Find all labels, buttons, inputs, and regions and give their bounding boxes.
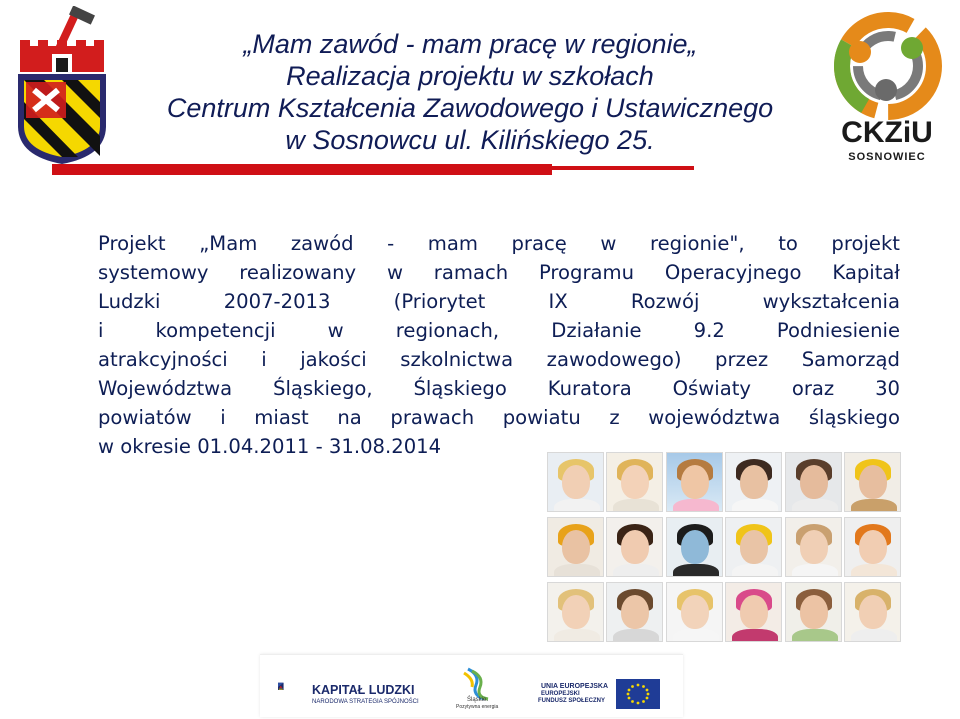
person-photo bbox=[666, 517, 723, 577]
sosnowiec-coat-of-arms-logo bbox=[12, 6, 112, 166]
person-photo bbox=[725, 452, 782, 512]
person-photo bbox=[844, 582, 901, 642]
person-photo bbox=[547, 452, 604, 512]
red-divider-thin bbox=[552, 166, 694, 170]
slaskie-subtitle: Pozytywna energia bbox=[456, 704, 499, 710]
title-line: „Mam zawód - mam pracę w regionie„ bbox=[243, 29, 697, 59]
kapital-ludzki-subtitle: NARODOWA STRATEGIA SPÓJNOŚCI bbox=[312, 699, 419, 705]
description-line: Ludzki 2007-2013 (Priorytet IX Rozwój wykształcenia bbox=[98, 290, 900, 313]
person-photo bbox=[844, 517, 901, 577]
eu-text-line: EUROPEJSKI bbox=[541, 691, 580, 697]
title-line: Centrum Kształcenia Zawodowego i Ustawicznego bbox=[166, 93, 774, 123]
person-photo bbox=[606, 452, 663, 512]
kapital-ludzki-title: KAPITAŁ LUDZKI bbox=[312, 683, 415, 697]
ckziu-logo-subtext: SOSNOWIEC bbox=[848, 151, 926, 163]
description-line: Projekt „Mam zawód - mam pracę w regionie", to projekt bbox=[98, 232, 900, 255]
person-photo bbox=[666, 452, 723, 512]
description-line: w okresie 01.04.2011 - 31.08.2014 bbox=[98, 435, 442, 458]
person-photo bbox=[785, 582, 842, 642]
person-photo bbox=[666, 582, 723, 642]
person-photo bbox=[785, 452, 842, 512]
description-line: systemowy realizowany w ramach Programu Operacyjnego Kapitał bbox=[98, 261, 900, 284]
title-line: Realizacja projektu w szkołach bbox=[286, 61, 654, 91]
project-description bbox=[98, 229, 900, 461]
red-divider bbox=[52, 164, 552, 175]
ckziu-logo-text: CKZiU bbox=[841, 116, 933, 149]
description-line: atrakcyjności i jakości szkolnictwa zawodowego) przez Samorząd bbox=[98, 348, 900, 371]
kapital-ludzki-logo bbox=[278, 667, 308, 707]
person-photo bbox=[785, 517, 842, 577]
description-line: i kompetencji w regionach, Działanie 9.2 Podniesienie bbox=[98, 319, 900, 342]
eu-text-line: UNIA EUROPEJSKA bbox=[541, 683, 609, 690]
person-photo bbox=[547, 582, 604, 642]
person-photo bbox=[606, 517, 663, 577]
people-photo-collage bbox=[547, 452, 901, 642]
person-photo bbox=[725, 582, 782, 642]
description-line: Województwa Śląskiego, Śląskiego Kuratora Oświaty oraz 30 bbox=[98, 377, 900, 400]
person-photo bbox=[725, 517, 782, 577]
slaskie-title: Śląskie. bbox=[467, 697, 489, 703]
description-line: powiatów i miast na prawach powiatu z województwa śląskiego bbox=[98, 406, 900, 429]
person-photo bbox=[606, 582, 663, 642]
person-photo bbox=[844, 452, 901, 512]
title-line: w Sosnowcu ul. Kilińskiego 25. bbox=[285, 125, 655, 155]
ckziu-logo bbox=[826, 8, 948, 166]
person-photo bbox=[547, 517, 604, 577]
eu-flag-icon bbox=[616, 679, 660, 709]
eu-text-line: FUNDUSZ SPOŁECZNY bbox=[538, 698, 606, 704]
slide-title bbox=[120, 28, 820, 156]
funding-logos-bar bbox=[260, 654, 683, 717]
